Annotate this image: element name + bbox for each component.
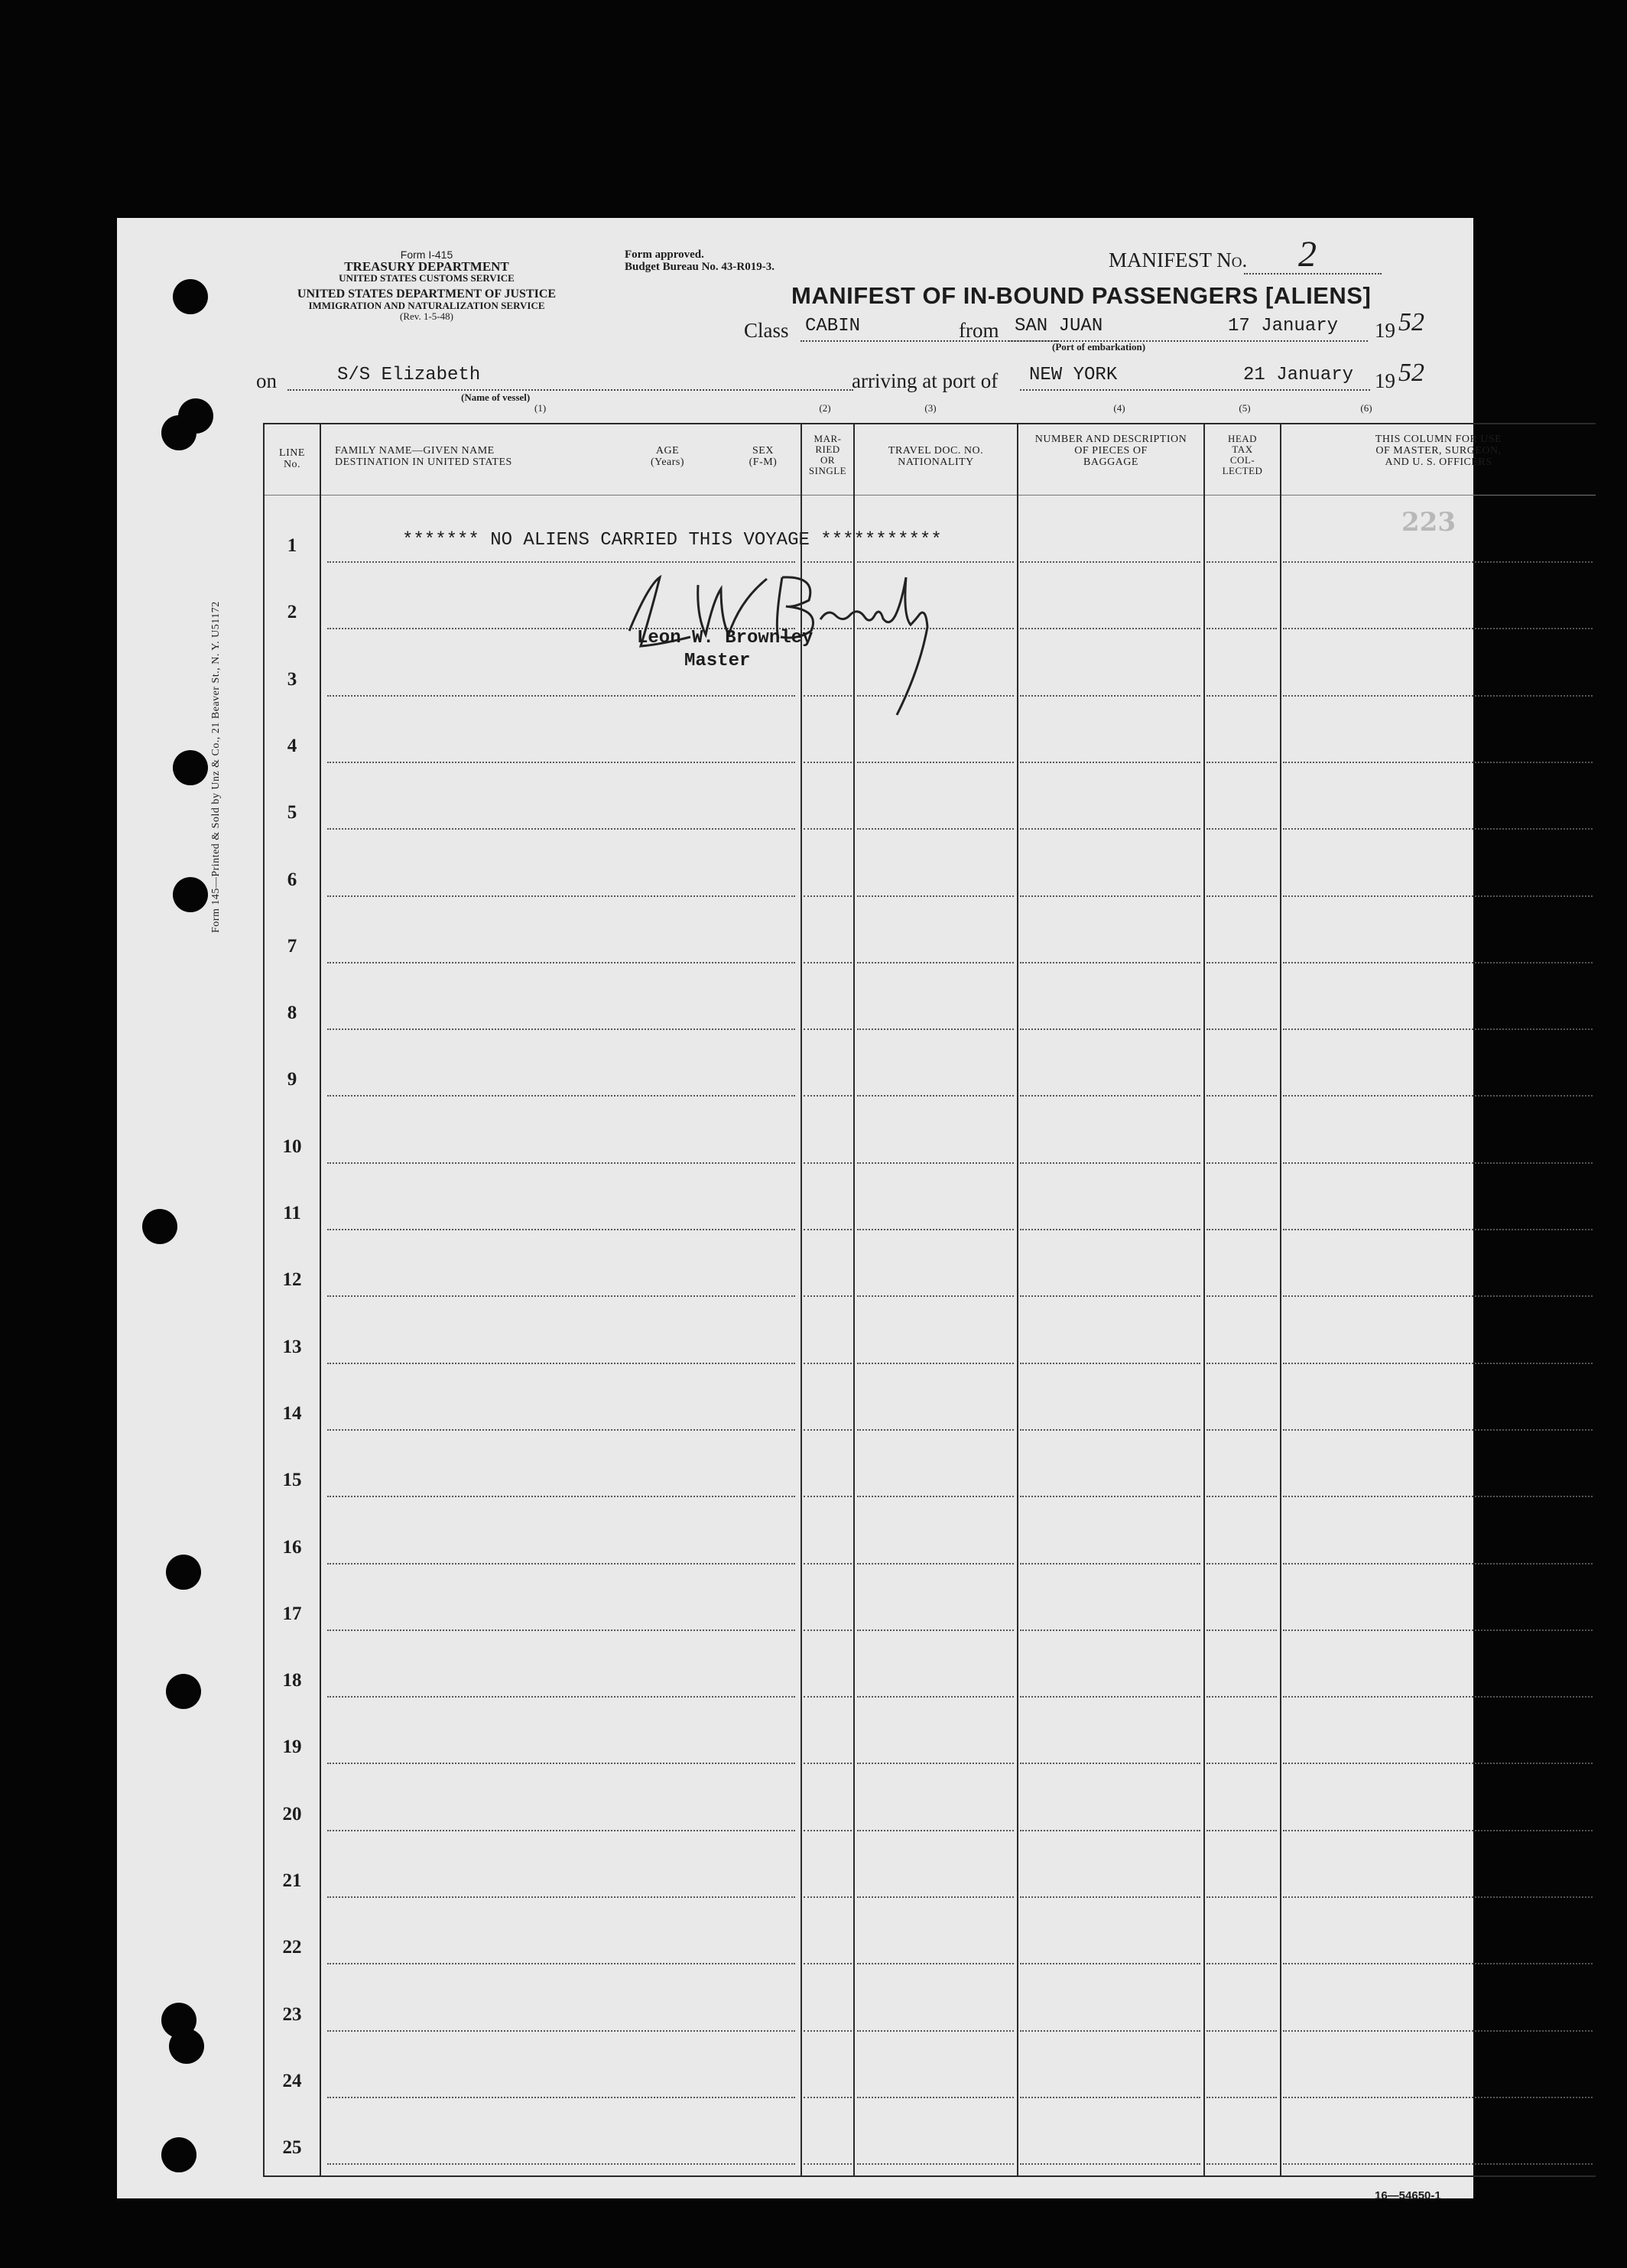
row-entry-line[interactable] (1206, 628, 1277, 629)
vessel-note: (Name of vessel) (461, 392, 531, 403)
row-entry-line[interactable] (327, 1028, 795, 1030)
header-sex: SEX (F-M) (749, 445, 778, 468)
punch-hole (142, 1209, 177, 1244)
row-entry-line[interactable] (1020, 561, 1200, 563)
punch-hole (169, 2029, 204, 2064)
manifest-number-value: 2 (1298, 234, 1317, 275)
row-entry-line[interactable] (804, 895, 852, 897)
line-number: 4 (287, 735, 297, 756)
row-entry-line[interactable] (857, 1162, 1014, 1164)
row-entry-line[interactable] (1283, 1028, 1593, 1030)
row-entry-line[interactable] (327, 1763, 795, 1764)
punch-hole (173, 877, 208, 912)
vessel-col-number: (1) (534, 402, 547, 414)
row-entry-line[interactable] (1206, 1496, 1277, 1497)
line-number: 9 (287, 1069, 297, 1090)
footer-code: 16—54650-1 (1375, 2189, 1441, 2202)
row-entry-line[interactable] (1206, 1696, 1277, 1698)
line-number: 16 (282, 1536, 302, 1558)
row-entry-line[interactable] (1020, 1763, 1200, 1764)
row-entry-line[interactable] (857, 895, 1014, 897)
row-entry-line[interactable] (1206, 2163, 1277, 2165)
departure-date: 17 January (1228, 316, 1339, 336)
row-entry-line[interactable] (327, 1095, 795, 1097)
row-entry-line[interactable] (1283, 1896, 1593, 1898)
row-entry-line[interactable] (1283, 1429, 1593, 1431)
row-entry-line[interactable] (804, 1963, 852, 1964)
row-entry-line[interactable] (857, 962, 1014, 963)
row-entry-line[interactable] (857, 1295, 1014, 1297)
manifest-number-label: MANIFEST No. (1109, 249, 1248, 271)
row-entry-line[interactable] (327, 1229, 795, 1230)
row-entry-line[interactable] (1283, 2097, 1593, 2098)
row-entry-line[interactable] (857, 1896, 1014, 1898)
line-number: 20 (282, 1803, 302, 1824)
arrival-date: 21 January (1243, 365, 1354, 385)
row-entry-line[interactable] (804, 1630, 852, 1631)
no-aliens-entry: ******* NO ALIENS CARRIED THIS VOYAGE *********** (402, 530, 942, 551)
from-label: from (959, 319, 999, 342)
row-entry-line[interactable] (1283, 1295, 1593, 1297)
row-entry-line[interactable] (804, 1028, 852, 1030)
row-entry-line[interactable] (804, 1162, 852, 1164)
ins-name: IMMIGRATION AND NATURALIZATION SERVICE (308, 300, 545, 311)
row-entry-line[interactable] (804, 1830, 852, 1831)
arrival-year: 52 (1398, 359, 1424, 387)
col-number-2: (2) (819, 402, 831, 414)
line-number: 15 (282, 1470, 302, 1491)
row-entry-line[interactable] (1020, 1496, 1200, 1497)
row-entry-line[interactable] (1020, 1429, 1200, 1431)
row-entry-line[interactable] (857, 2163, 1014, 2165)
row-entry-line[interactable] (1283, 2030, 1593, 2032)
line-number: 21 (282, 1870, 302, 1891)
line-number: 14 (282, 1402, 302, 1424)
line-number: 17 (282, 1603, 302, 1624)
col-divider (1280, 423, 1281, 2177)
row-entry-line[interactable] (1283, 1563, 1593, 1565)
form-approval (625, 249, 775, 273)
header-left-block (247, 249, 606, 322)
punch-hole (161, 2137, 196, 2172)
row-entry-line[interactable] (857, 762, 1014, 763)
row-entry-line[interactable] (327, 762, 795, 763)
row-entry-line[interactable] (1206, 1095, 1277, 1097)
row-entry-line[interactable] (327, 1830, 795, 1831)
row-entry-line[interactable] (1020, 1696, 1200, 1698)
row-entry-line[interactable] (1283, 695, 1593, 697)
row-entry-line[interactable] (1206, 1630, 1277, 1631)
row-entry-line[interactable] (857, 1830, 1014, 1831)
treasury-department: TREASURY DEPARTMENT (344, 259, 509, 274)
class-value: CABIN (805, 316, 861, 336)
line-number: 23 (282, 2003, 302, 2025)
header-officers: THIS COLUMN FOR USE OF MASTER, SURGEON, AND U. S. OFFICERS (1375, 434, 1502, 468)
row-entry-line[interactable] (327, 1162, 795, 1164)
row-entry-line[interactable] (1283, 762, 1593, 763)
form-number: Form I-415 (400, 249, 453, 261)
col-number-4: (4) (1113, 402, 1125, 414)
row-entry-line[interactable] (1020, 1295, 1200, 1297)
departure-year-prefix: 19 (1375, 319, 1395, 342)
row-entry-line[interactable] (1020, 2030, 1200, 2032)
port-embarkation-note: (Port of embarkation) (1052, 341, 1146, 353)
punch-hole (173, 279, 208, 314)
row-entry-line[interactable] (857, 828, 1014, 830)
line-number: 12 (282, 1269, 302, 1291)
punch-hole (178, 398, 213, 434)
revision-date: (Rev. 1-5-48) (400, 310, 453, 322)
col-number-6: (6) (1360, 402, 1372, 414)
punch-hole (166, 1674, 201, 1709)
row-entry-line[interactable] (1283, 1763, 1593, 1764)
row-entry-line[interactable] (1283, 1963, 1593, 1964)
row-entry-line[interactable] (1020, 1830, 1200, 1831)
justice-department: UNITED STATES DEPARTMENT OF JUSTICE (297, 288, 557, 301)
row-entry-line[interactable] (1206, 561, 1277, 563)
row-entry-line[interactable] (1020, 2163, 1200, 2165)
arriving-label: arriving at port of (852, 369, 999, 392)
row-entry-line[interactable] (327, 1295, 795, 1297)
departure-year: 52 (1398, 308, 1424, 336)
row-entry-line[interactable] (327, 1429, 795, 1431)
row-entry-line[interactable] (1206, 1896, 1277, 1898)
row-entry-line[interactable] (804, 1496, 852, 1497)
row-entry-line[interactable] (1283, 1229, 1593, 1230)
row-entry-line[interactable] (327, 1563, 795, 1565)
line-number: 13 (282, 1336, 302, 1357)
row-entry-line[interactable] (1020, 1963, 1200, 1964)
row-entry-line[interactable] (857, 1696, 1014, 1698)
row-entry-line[interactable] (327, 2030, 795, 2032)
row-entry-line[interactable] (327, 1496, 795, 1497)
row-entry-line[interactable] (1020, 1896, 1200, 1898)
row-entry-line[interactable] (804, 762, 852, 763)
stamp-number: 223 (1401, 507, 1456, 538)
header-separator (263, 495, 1596, 496)
row-entry-line[interactable] (327, 962, 795, 963)
line-number: 19 (282, 1737, 302, 1758)
row-entry-line[interactable] (1206, 762, 1277, 763)
row-entry-line[interactable] (857, 1229, 1014, 1230)
table-top-border (263, 423, 1596, 424)
row-entry-line[interactable] (804, 2097, 852, 2098)
row-entry-line[interactable] (327, 1896, 795, 1898)
row-entry-line[interactable] (1283, 962, 1593, 963)
row-entry-line[interactable] (1283, 828, 1593, 830)
row-entry-line[interactable] (1206, 1295, 1277, 1297)
line-number: 5 (287, 802, 297, 824)
row-entry-line[interactable] (1283, 2163, 1593, 2165)
row-entry-line[interactable] (804, 962, 852, 963)
vessel-line (287, 389, 853, 391)
table-bottom-border (263, 2175, 1596, 2177)
header-head-tax: HEAD TAX COL- LECTED (1222, 433, 1263, 476)
row-entry-line[interactable] (857, 1095, 1014, 1097)
row-entry-line[interactable] (1206, 2097, 1277, 2098)
arrival-port: NEW YORK (1029, 365, 1118, 385)
row-entry-line[interactable] (1283, 628, 1593, 629)
row-entry-line[interactable] (1206, 1830, 1277, 1831)
line-number: 22 (282, 1937, 302, 1958)
signatory-title: Master (684, 651, 751, 671)
row-entry-line[interactable] (1020, 1630, 1200, 1631)
line-number: 2 (287, 602, 297, 623)
row-entry-line[interactable] (1206, 2030, 1277, 2032)
from-value: SAN JUAN (1015, 316, 1103, 336)
line-number: 1 (287, 535, 297, 556)
row-entry-line[interactable] (1206, 828, 1277, 830)
row-entry-line[interactable] (804, 1696, 852, 1698)
row-entry-line[interactable] (1283, 1630, 1593, 1631)
row-entry-line[interactable] (804, 1896, 852, 1898)
manifest-page (117, 218, 1502, 2202)
vessel-name: S/S Elizabeth (337, 365, 481, 385)
row-entry-line[interactable] (1206, 1363, 1277, 1364)
row-entry-line[interactable] (327, 1363, 795, 1364)
row-entry-line[interactable] (1020, 1028, 1200, 1030)
row-entry-line[interactable] (804, 1095, 852, 1097)
row-entry-line[interactable] (1020, 1095, 1200, 1097)
header-married: MAR- RIED OR SINGLE (808, 433, 847, 476)
margin-print: Form 145—Printed & Sold by Unz & Co., 21 Beaver St., N. Y. U51172 (210, 601, 222, 933)
row-entry-line[interactable] (1020, 1563, 1200, 1565)
row-entry-line[interactable] (327, 895, 795, 897)
row-entry-line[interactable] (857, 1630, 1014, 1631)
row-entry-line[interactable] (1020, 1229, 1200, 1230)
manifest-title: MANIFEST OF IN-BOUND PASSENGERS [ALIENS] (791, 282, 1372, 309)
row-entry-line[interactable] (1283, 1696, 1593, 1698)
row-entry-line[interactable] (1020, 895, 1200, 897)
row-entry-line[interactable] (804, 828, 852, 830)
line-number: 10 (282, 1136, 302, 1157)
line-number: 25 (282, 2137, 302, 2159)
row-entry-line[interactable] (327, 2097, 795, 2098)
row-entry-line[interactable] (1283, 1496, 1593, 1497)
arrival-port-line (1020, 389, 1370, 391)
row-entry-line[interactable] (1283, 1363, 1593, 1364)
line-number: 7 (287, 935, 297, 957)
row-entry-line[interactable] (804, 1229, 852, 1230)
header-travel-doc: TRAVEL DOC. NO. NATIONALITY (888, 445, 984, 468)
row-entry-line[interactable] (1020, 962, 1200, 963)
row-entry-line[interactable] (804, 1295, 852, 1297)
col-number-5: (5) (1239, 402, 1251, 414)
row-entry-line[interactable] (857, 1429, 1014, 1431)
row-entry-line[interactable] (804, 1363, 852, 1364)
row-entry-line[interactable] (1206, 695, 1277, 697)
row-entry-line[interactable] (804, 1429, 852, 1431)
row-entry-line[interactable] (1020, 2097, 1200, 2098)
punch-hole (166, 1555, 201, 1590)
line-number: 3 (287, 668, 297, 690)
row-entry-line[interactable] (804, 2030, 852, 2032)
row-entry-line[interactable] (1283, 561, 1593, 563)
row-entry-line[interactable] (327, 1963, 795, 1964)
line-number: 6 (287, 869, 297, 890)
col-divider (1203, 423, 1205, 2177)
line-number: 18 (282, 1670, 302, 1691)
arrival-year-prefix: 19 (1375, 369, 1395, 392)
customs-service: UNITED STATES CUSTOMS SERVICE (339, 272, 515, 284)
row-entry-line[interactable] (857, 1363, 1014, 1364)
row-entry-line[interactable] (1206, 1429, 1277, 1431)
header-line-no: LINE No. (279, 447, 305, 470)
row-entry-line[interactable] (857, 1028, 1014, 1030)
row-entry-line[interactable] (804, 1563, 852, 1565)
row-entry-line[interactable] (857, 1763, 1014, 1764)
row-entry-line[interactable] (1020, 828, 1200, 830)
row-entry-line[interactable] (1206, 895, 1277, 897)
row-entry-line[interactable] (327, 828, 795, 830)
class-label: Class (744, 319, 789, 342)
row-entry-line[interactable] (1206, 962, 1277, 963)
row-entry-line[interactable] (1020, 628, 1200, 629)
row-entry-line[interactable] (1206, 1028, 1277, 1030)
row-entry-line[interactable] (1020, 1363, 1200, 1364)
line-number: 24 (282, 2070, 302, 2091)
row-entry-line[interactable] (857, 1563, 1014, 1565)
row-entry-line[interactable] (1020, 695, 1200, 697)
header-baggage: NUMBER AND DESCRIPTION OF PIECES OF BAGGAGE (1034, 434, 1187, 468)
row-entry-line[interactable] (857, 2097, 1014, 2098)
row-entry-line[interactable] (857, 1496, 1014, 1497)
row-entry-line[interactable] (1206, 1229, 1277, 1230)
row-entry-line[interactable] (1283, 1162, 1593, 1164)
row-entry-line[interactable] (327, 1630, 795, 1631)
row-entry-line[interactable] (804, 1763, 852, 1764)
row-entry-line[interactable] (1206, 1563, 1277, 1565)
row-entry-line[interactable] (857, 1963, 1014, 1964)
row-entry-line[interactable] (1020, 762, 1200, 763)
line-number: 11 (283, 1203, 301, 1223)
on-label: on (256, 369, 277, 392)
row-entry-line[interactable] (1283, 895, 1593, 897)
line-number: 8 (287, 1002, 297, 1024)
form-approved: Form approved. (625, 249, 704, 261)
header-age: AGE (Years) (650, 445, 685, 468)
header-name: FAMILY NAME—GIVEN NAME DESTINATION IN UNITED STATES (335, 445, 512, 468)
row-entry-line[interactable] (1283, 1095, 1593, 1097)
row-entry-line[interactable] (327, 1696, 795, 1698)
row-entry-line[interactable] (857, 2030, 1014, 2032)
budget-bureau: Budget Bureau No. 43-R019-3. (625, 261, 775, 273)
row-entry-line[interactable] (327, 2163, 795, 2165)
punch-hole (173, 750, 208, 785)
col-number-3: (3) (924, 402, 937, 414)
col-divider (1017, 423, 1018, 2177)
row-entry-line[interactable] (1283, 1830, 1593, 1831)
signatory-name: Leon W. Brownley (637, 628, 814, 648)
row-entry-line[interactable] (1206, 1963, 1277, 1964)
row-entry-line[interactable] (804, 2163, 852, 2165)
row-entry-line[interactable] (1020, 1162, 1200, 1164)
row-entry-line[interactable] (1206, 1763, 1277, 1764)
row-entry-line[interactable] (1206, 1162, 1277, 1164)
